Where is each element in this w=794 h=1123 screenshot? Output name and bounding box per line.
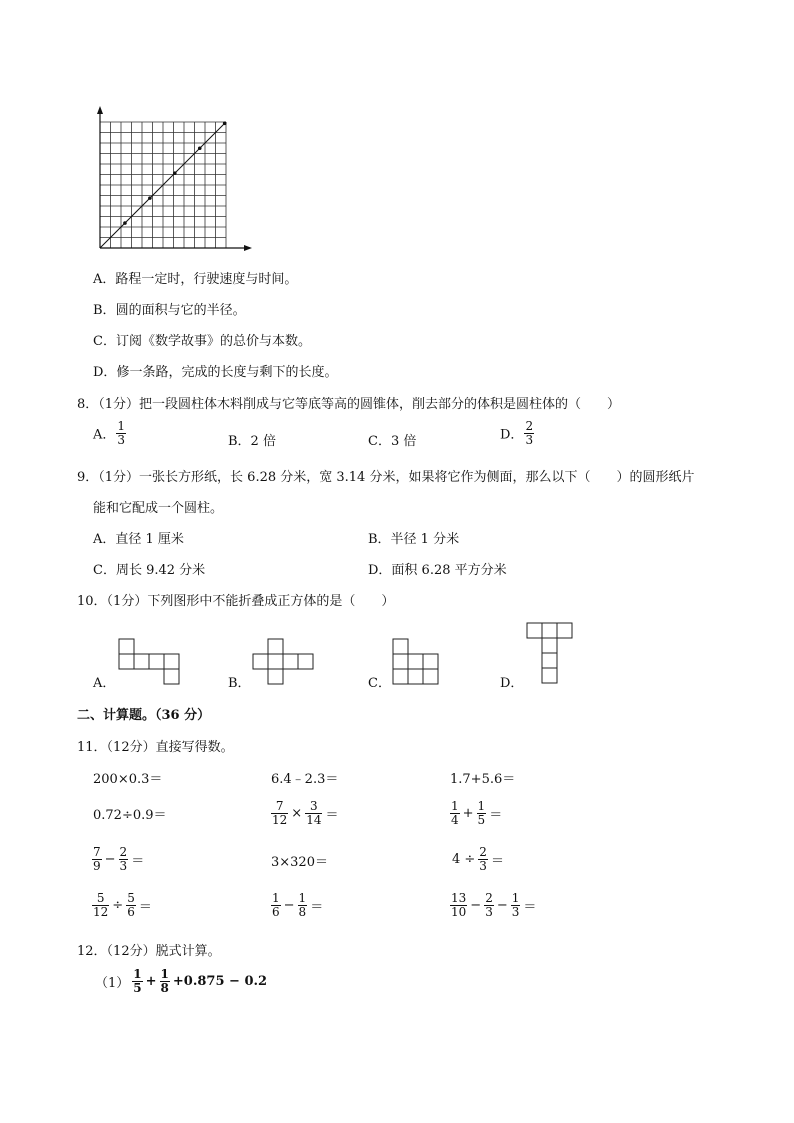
q7-option-d: D．修一条路，完成的长度与剩下的长度。 <box>93 365 338 380</box>
q8-option-a: A． $\frac{1}{3}$ <box>93 419 126 447</box>
q11-r2c2: $\frac{7}{12}$ × $\frac{3}{14}$ ＝ <box>272 799 339 827</box>
cube-net-a <box>118 638 182 688</box>
q11-r2c1: 0.72÷0.9＝ <box>93 808 167 823</box>
data-point <box>148 196 152 200</box>
q11-r1c1: 200×0.3＝ <box>93 772 163 787</box>
q11-r4c1: $\frac{5}{12}$ ÷ $\frac{5}{6}$ ＝ <box>93 891 152 919</box>
q11-stem: 11．（12分）直接写得数。 <box>77 740 234 755</box>
proportion-graph <box>90 98 260 258</box>
q10-option-b-label: B． <box>228 676 251 691</box>
q10-option-d-label: D． <box>500 676 524 691</box>
q7-option-c: C．订阅《数学故事》的总价与本数。 <box>93 334 311 349</box>
q9-stem-line2: 能和它配成一个圆柱。 <box>93 501 224 516</box>
cube-net-b <box>252 638 316 688</box>
q11-r4c2: $\frac{1}{6}$ − $\frac{1}{8}$ ＝ <box>272 891 324 919</box>
q8-option-c: C．3 倍 <box>368 434 417 449</box>
q11-r3c3: 4 ÷ $\frac{2}{3}$ ＝ <box>452 845 504 873</box>
q9-option-c: C．周长 9.42 分米 <box>93 563 206 578</box>
q11-r1c2: 6.4﹣2.3＝ <box>271 772 339 787</box>
q8-option-d: D． $\frac{2}{3}$ <box>500 419 534 447</box>
section-heading: 二、计算题。（36 分） <box>77 708 211 723</box>
cube-net-c <box>392 638 442 688</box>
q11-r4c3: $\frac{13}{10}$ − $\frac{2}{3}$ − $\frac{1}{3}$ ＝ <box>451 891 537 919</box>
q8-option-b: B．2 倍 <box>228 434 276 449</box>
q7-option-a: A．路程一定时，行驶速度与时间。 <box>93 272 298 287</box>
q8-stem: 8．（1分）把一段圆柱体木料削成与它等底等高的圆锥体，削去部分的体积是圆柱体的（ ） <box>77 397 621 412</box>
q12-part1: （1） $\frac{1}{5}$ + $\frac{1}{8}$ +0.875 − 0.2 <box>95 967 268 995</box>
data-point <box>173 171 177 175</box>
data-point <box>223 122 227 126</box>
q9-option-d: D．面积 6.28 平方分米 <box>368 563 507 578</box>
q12-stem: 12．（12分）脱式计算。 <box>77 944 221 959</box>
q9-stem-line1: 9．（1分）一张长方形纸，长 6.28 分米，宽 3.14 分米，如果将它作为侧面，那么以下（ ）的圆形纸片 <box>77 470 695 485</box>
q10-option-c-label: C． <box>368 676 391 691</box>
q11-r2c3: $\frac{1}{4}$ + $\frac{1}{5}$ ＝ <box>451 799 503 827</box>
q9-option-a: A．直径 1 厘米 <box>93 532 184 547</box>
data-point <box>198 146 202 150</box>
q11-r1c3: 1.7+5.6＝ <box>450 772 516 787</box>
q10-stem: 10．（1分）下列图形中不能折叠成正方体的是（ ） <box>77 594 395 609</box>
q7-option-b: B．圆的面积与它的半径。 <box>93 303 246 318</box>
q11-r3c2: 3×320＝ <box>271 855 328 870</box>
q11-r3c1: $\frac{7}{9}$ − $\frac{2}{3}$ ＝ <box>93 845 145 873</box>
y-axis-arrow <box>97 106 103 114</box>
q10-option-a-label: A． <box>93 676 116 691</box>
q9-option-b: B．半径 1 分米 <box>368 532 460 547</box>
data-point <box>123 221 127 225</box>
x-axis-arrow <box>244 245 252 251</box>
cube-net-d <box>526 622 576 688</box>
